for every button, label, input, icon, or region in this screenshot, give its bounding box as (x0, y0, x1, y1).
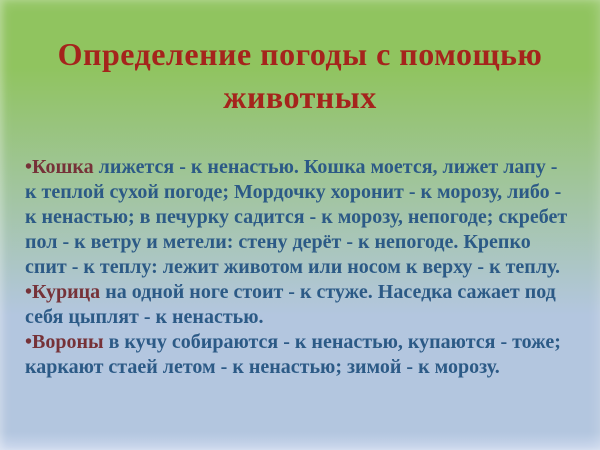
animal-keyword: •Курица (25, 281, 101, 303)
body-line (25, 355, 588, 380)
line-text: к теплой сухой погоде; Мордочку хоронит - к морозу, либо - (25, 181, 562, 203)
line-text: к ненастью; в печурку садится - к морозу, непогоде; скребет (25, 206, 568, 228)
body-line (25, 180, 588, 205)
body-line (25, 280, 588, 305)
body-line (25, 305, 588, 330)
line-text: лижется - к ненастью. Кошка моется, лижет лапу - (93, 156, 558, 178)
animal-keyword: •Вороны (25, 331, 104, 353)
animal-keyword: •Кошка (25, 156, 94, 178)
line-text: спит - к теплу: лежит животом или носом к верху - к теплу. (25, 256, 561, 278)
line-text: себя цыплят - к ненастью. (25, 306, 264, 328)
line-text: в кучу собираются - к ненастью, купаются - тоже; (103, 331, 561, 353)
line-text: на одной ноге стоит - к стуже. Наседка сажает под (100, 281, 556, 303)
body-line (25, 255, 588, 280)
title-line-1: Определение погоды с помощью (57, 36, 543, 72)
line-text: пол - к ветру и метели: стену дерёт - к непогоде. Крепко (25, 231, 531, 253)
body-text (25, 155, 588, 380)
line-text: каркают стаей летом - к ненастью; зимой - к морозу. (25, 356, 500, 378)
page-title (0, 33, 600, 119)
title-line-2: животных (223, 79, 377, 115)
body-line (25, 205, 588, 230)
body-line (25, 230, 588, 255)
body-line (25, 155, 588, 180)
body-line (25, 330, 588, 355)
